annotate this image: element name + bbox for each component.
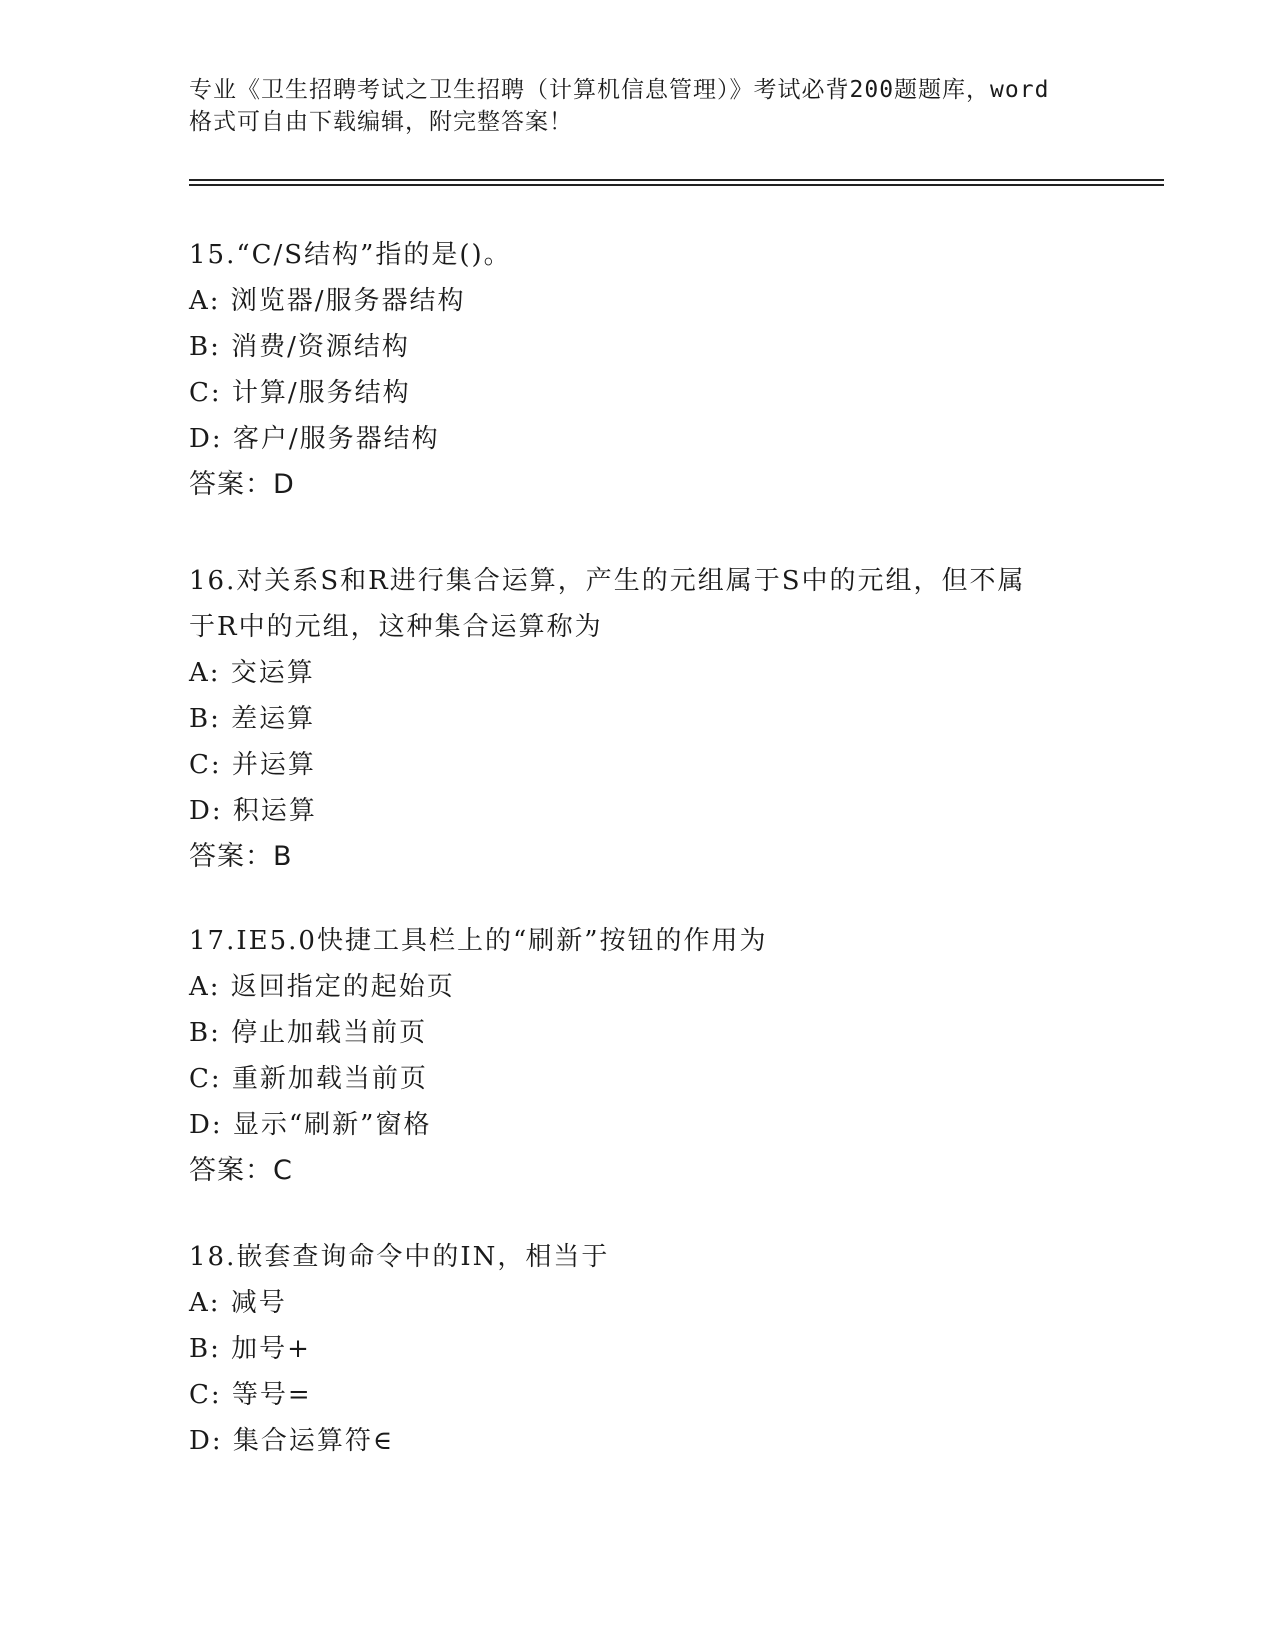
option-d: D: 积运算 bbox=[189, 796, 317, 826]
question-stem: 18.嵌套查询命令中的IN，相当于 bbox=[189, 1242, 610, 1272]
header-line-1: 专业《卫生招聘考试之卫生招聘（计算机信息管理）》考试必背200题题库，word bbox=[189, 77, 1050, 103]
option-b: B: 加号+ bbox=[189, 1334, 311, 1364]
option-b: B: 差运算 bbox=[189, 704, 316, 734]
document-header bbox=[189, 74, 1089, 138]
option-d: D: 客户/服务器结构 bbox=[189, 424, 440, 454]
header-divider-top bbox=[189, 179, 1164, 181]
option-b: B: 消费/资源结构 bbox=[189, 332, 410, 362]
option-b: B: 停止加载当前页 bbox=[189, 1018, 428, 1048]
option-a: A: 减号 bbox=[189, 1288, 287, 1318]
option-d: D: 显示“刷新”窗格 bbox=[189, 1110, 432, 1140]
option-d: D: 集合运算符∈ bbox=[189, 1426, 395, 1456]
question-15 bbox=[189, 232, 1089, 508]
question-stem: 17.IE5.0快捷工具栏上的“刷新”按钮的作用为 bbox=[189, 926, 768, 956]
header-line-2: 格式可自由下载编辑，附完整答案！ bbox=[189, 109, 573, 135]
question-17 bbox=[189, 918, 1089, 1194]
answer: 答案：D bbox=[189, 469, 295, 500]
answer: 答案：C bbox=[189, 1155, 293, 1186]
answer: 答案：B bbox=[189, 841, 293, 872]
question-stem-line-2: 于R中的元组，这种集合运算称为 bbox=[189, 612, 603, 642]
option-c: C: 并运算 bbox=[189, 750, 316, 780]
option-a: A: 返回指定的起始页 bbox=[189, 972, 455, 1002]
question-16 bbox=[189, 558, 1089, 880]
option-c: C: 重新加载当前页 bbox=[189, 1064, 428, 1094]
question-18 bbox=[189, 1234, 1089, 1464]
option-a: A: 浏览器/服务器结构 bbox=[189, 286, 466, 316]
option-a: A: 交运算 bbox=[189, 658, 315, 688]
option-c: C: 等号= bbox=[189, 1380, 312, 1410]
question-stem-line-1: 16.对关系S和R进行集合运算，产生的元组属于S中的元组，但不属 bbox=[189, 566, 1026, 596]
question-stem: 15.“C/S结构”指的是()。 bbox=[189, 240, 512, 270]
header-divider-bottom bbox=[189, 184, 1164, 186]
option-c: C: 计算/服务结构 bbox=[189, 378, 411, 408]
